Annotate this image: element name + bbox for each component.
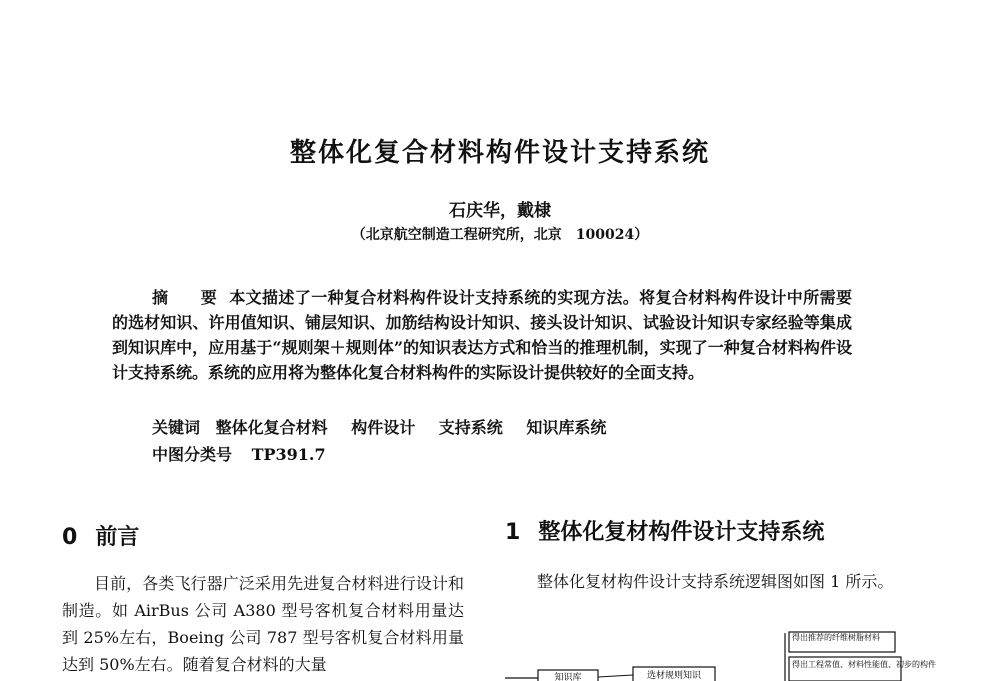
section-1-heading: [505, 515, 824, 546]
section-number: 0: [62, 525, 78, 550]
section-0-body: 目前，各类飞行器广泛采用先进复合材料进行设计和制造。如 AirBus 公司 A380 型号客机复合材料用量达到 25%左右，Boeing 公司 787 型号客机复合材料用量达到 50%左右。随着复合材料的大量: [62, 574, 464, 674]
section-1-body: 整体化复材构件设计支持系统逻辑图如图 1 所示。: [537, 572, 894, 591]
paper-authors: 石庆华，戴棣: [449, 201, 551, 221]
output-box-1-label: 得出推荐的纤维树脂材料: [792, 633, 880, 642]
keyword-item: 支持系统: [438, 418, 503, 437]
keywords-label: 关键词: [152, 418, 201, 437]
classification-label: 中图分类号: [152, 445, 233, 464]
connector-line: [598, 675, 633, 677]
output-box-2-label: 得出工程常值、材料性能值、初步的构件: [792, 660, 936, 669]
abstract-label: 摘 要: [152, 288, 226, 307]
keywords: [152, 415, 624, 440]
section-0-heading: [62, 520, 139, 551]
keyword-item: 构件设计: [351, 418, 416, 437]
keyword-item: 知识库系统: [526, 418, 607, 437]
section-title: 前言: [95, 525, 140, 550]
rules-box-label: 选材规则知识: [646, 671, 702, 681]
keyword-item: 整体化复合材料: [215, 418, 328, 437]
kb-box-label: 知识库: [554, 673, 582, 681]
classification: [152, 442, 326, 465]
section-number: 1: [505, 520, 521, 545]
section-title: 整体化复材构件设计支持系统: [538, 520, 825, 545]
classification-value: TP391.7: [251, 445, 326, 464]
abstract: [112, 285, 852, 385]
paper-affiliation: （北京航空制造工程研究所，北京 100024）: [351, 227, 649, 243]
abstract-text: 本文描述了一种复合材料构件设计支持系统的实现方法。将复合材料构件设计中所需要的选材知识、许用值知识、铺层知识、加筋结构设计知识、接头设计知识、试验设计知识专家经验等集成到知识库中，应用基于“规则架＋规则体”的知识表达方式和恰当的推理机制，实现了一种复合材料构件设计支持系统。系统的应用将为整体化复合材料构件的实际设计提供较好的全面支持。: [112, 288, 852, 382]
paper-title: 整体化复合材料构件设计支持系统: [289, 138, 710, 168]
figure-1-diagram: [505, 630, 936, 681]
